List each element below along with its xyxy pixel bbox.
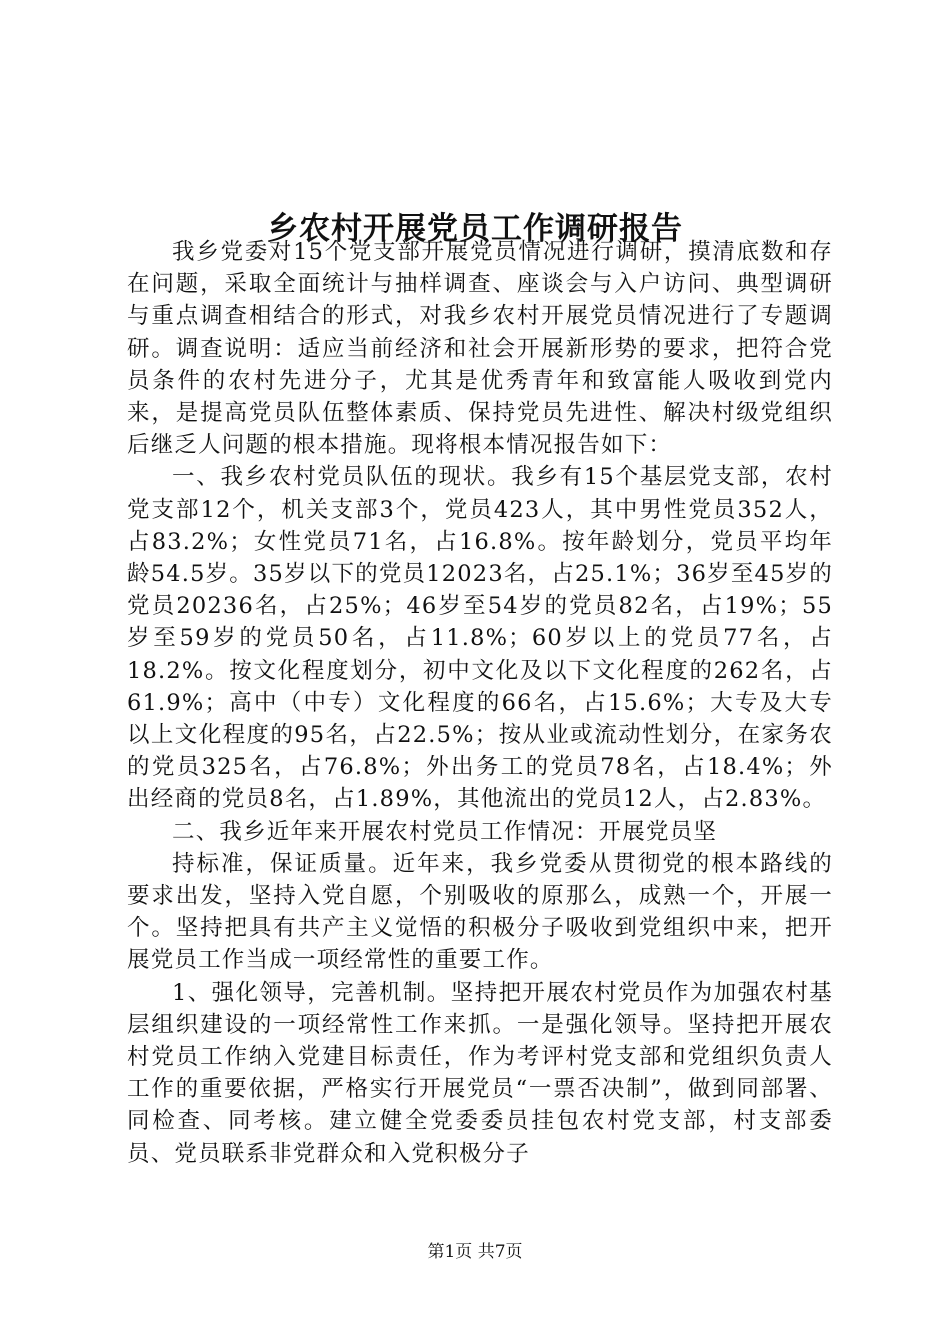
page-footer: 第1页 共7页 [427, 1242, 523, 1262]
paragraph-subsection-1: 1、强化领导，完善机制。坚持把开展农村党员作为加强农村基层组织建设的一项经常性工作来抓。一是强化领导。坚持把开展农村党员工作纳入党建目标责任，作为考评村党支部和党组织负责人工作的重要依据，严格实行开展党员“一票否决制”，做到同部署、同检查、同考核。建立健全党委委员挂包农村党支部，村支部委员、党员联系非党群众和入党积极分子 [127, 979, 833, 1167]
document-title: 乡农村开展党员工作调研报告 [267, 210, 683, 247]
paragraph-section-2-body: 持标准，保证质量。近年来，我乡党委从贯彻党的根本路线的要求出发，坚持入党自愿，个别吸收的原那么，成熟一个，开展一个。坚持把具有共产主义觉悟的积极分子吸收到党组织中来，把开展党员工作当成一项经常性的重要工作。 [127, 850, 833, 974]
paragraph-section-2-heading: 二、我乡近年来开展农村党员工作情况：开展党员坚 [172, 818, 718, 845]
paragraph-section-1: 一、我乡农村党员队伍的现状。我乡有15个基层党支部，农村党支部12个，机关支部3个，党员423人，其中男性党员352人，占83.2%；女性党员71名，占16.8%。按年龄划分，党员平均年龄54.5岁。35岁以下的党员12023名，占25.1%；36岁至45岁的党员20236名，占25%；46岁至54岁的党员82名，占19%；55岁至59岁的党员50名，占11.8%；60岁以上的党员77名，占18.2%。按文化程度划分，初中文化及以下文化程度的262名，占61.9%；高中（中专）文化程度的66名，占15.6%；大专及大专以上文化程度的95名，占22.5%；按从业或流动性划分，在家务农的党员325名，占76.8%；外出务工的党员78名，占18.4%；外出经商的党员8名，占1.89%，其他流出的党员12人，占2.83%。 [127, 464, 833, 813]
paragraph-intro: 我乡党委对15个党支部开展党员情况进行调研，摸清底数和存在问题，采取全面统计与抽样调查、座谈会与入户访问、典型调研与重点调查相结合的形式，对我乡农村开展党员情况进行了专题调研。调查说明：适应当前经济和社会开展新形势的要求，把符合党员条件的农村先进分子，尤其是优秀青年和致富能人吸收到党内来，是提高党员队伍整体素质、保持党员先进性、解决村级党组织后继乏人问题的根本措施。现将根本情况报告如下： [127, 239, 833, 459]
document-body [127, 236, 833, 1170]
